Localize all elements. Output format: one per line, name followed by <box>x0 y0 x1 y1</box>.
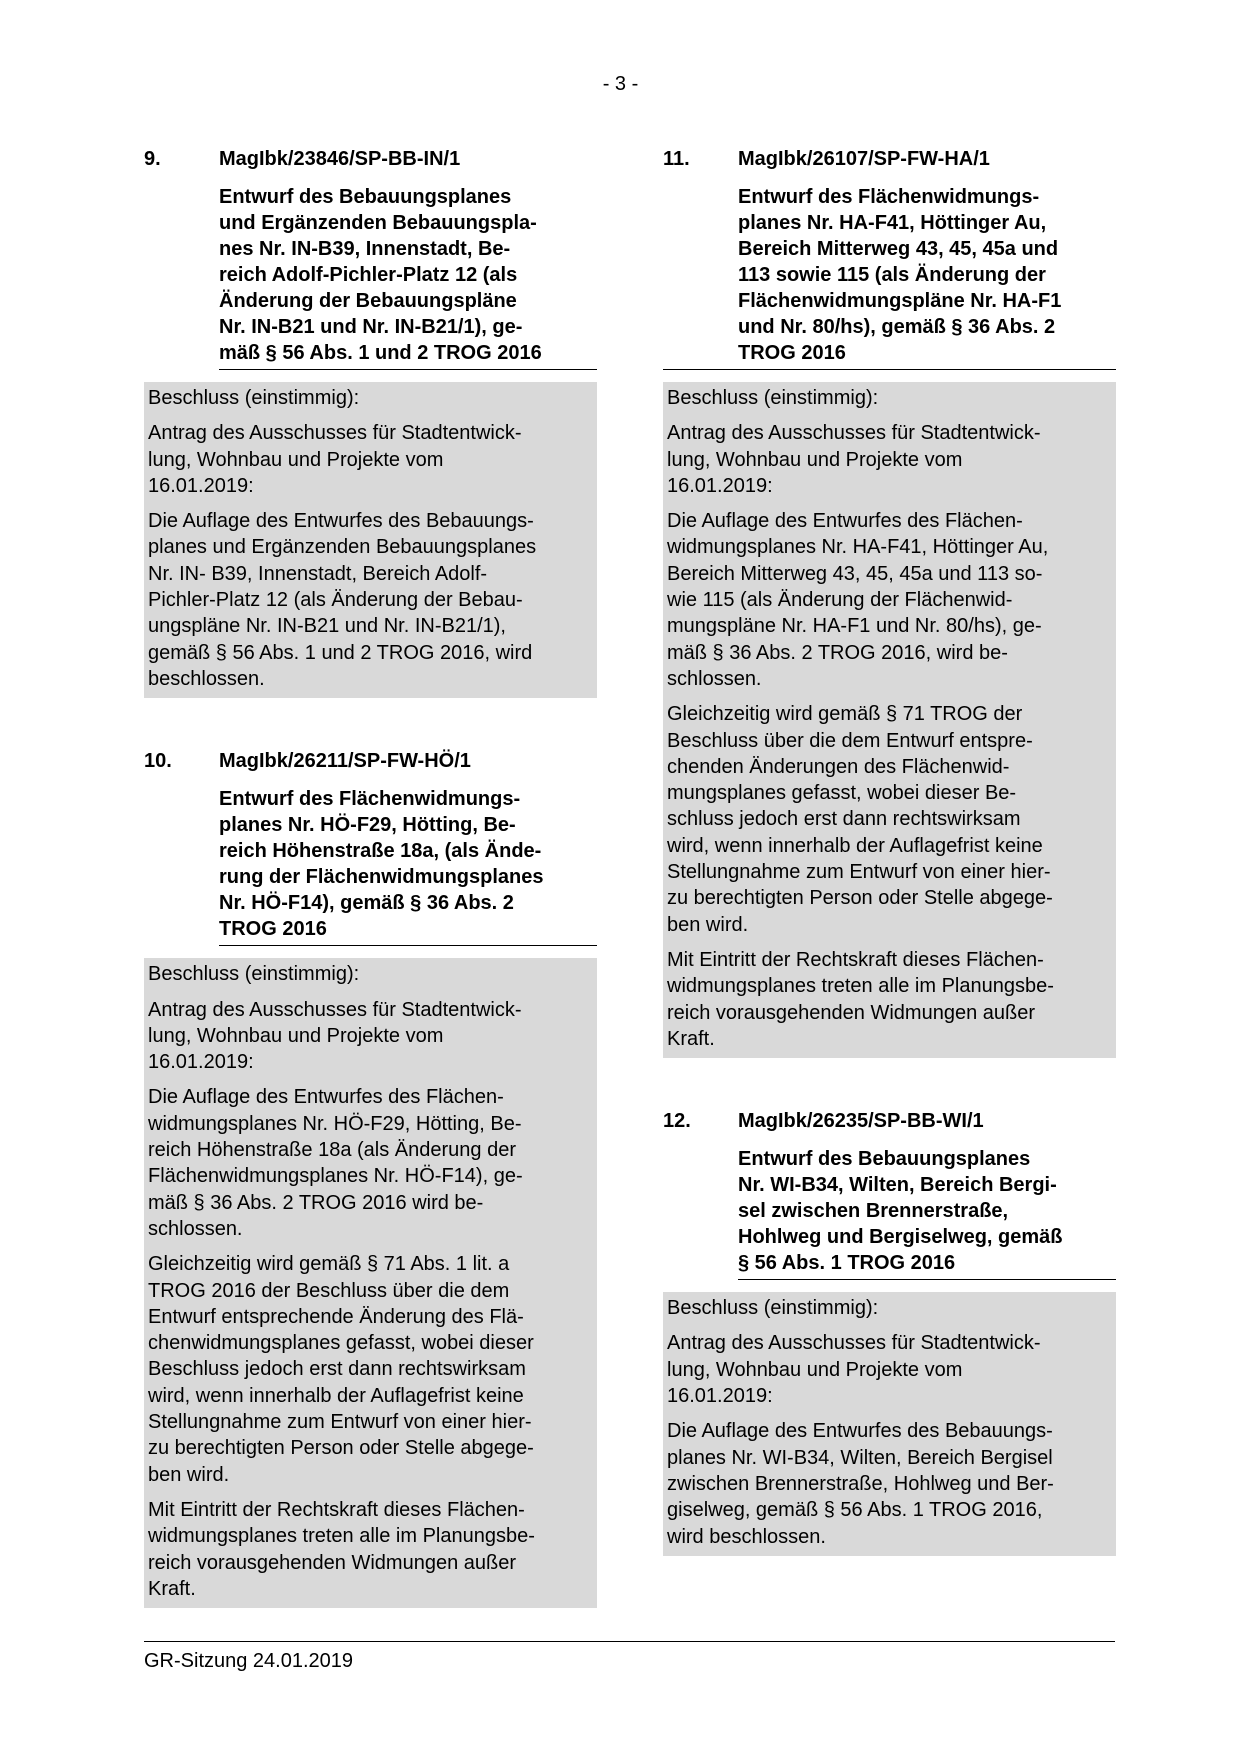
decision-line: zwischen Brennerstraße, Hohlweg und Ber- <box>667 1472 1054 1495</box>
item-title <box>219 786 597 946</box>
item-title-line: und Ergänzenden Bebauungspla- <box>219 212 537 234</box>
decision-line: Beschluss über die dem Entwurf entspre- <box>667 729 1033 752</box>
decision-line: Die Auflage des Entwurfes des Flächen- <box>667 510 1023 533</box>
decision-box <box>663 382 1116 1058</box>
decision-line: Beschluss (einstimmig): <box>667 387 879 409</box>
decision-line: widmungsplanes Nr. HA-F41, Höttinger Au, <box>667 536 1049 559</box>
decision-line: Beschluss (einstimmig): <box>148 387 360 409</box>
decision-paragraph <box>148 997 593 1076</box>
decision-line: Pichler-Platz 12 (als Änderung der Bebau- <box>148 589 523 612</box>
decision-line: Nr. IN- B39, Innenstadt, Bereich Adolf- <box>148 562 488 585</box>
item-title-line: Entwurf des Flächenwidmungs- <box>219 788 521 811</box>
decision-line: Kraft. <box>667 1027 715 1050</box>
decision-paragraph <box>148 1251 593 1488</box>
decision-line: reich vorausgehenden Widmungen außer <box>148 1551 516 1574</box>
item-reference: MagIbk/26235/SP-BB-WI/1 <box>738 1110 984 1133</box>
item-heading <box>144 146 597 172</box>
decision-line: widmungsplanes Nr. HÖ-F29, Hötting, Be- <box>148 1112 522 1135</box>
item-title-line: planes Nr. HA-F41, Höttinger Au, <box>738 212 1047 234</box>
item-title-line: sel zwischen Brennerstraße, <box>738 1200 1009 1223</box>
decision-line: reich vorausgehenden Widmungen außer <box>667 1001 1035 1024</box>
footer-text: GR-Sitzung 24.01.2019 <box>144 1650 354 1672</box>
decision-paragraph <box>667 947 1112 1052</box>
decision-line: schlossen. <box>667 667 762 690</box>
agenda-item <box>144 748 597 1608</box>
right-column <box>663 146 1116 1556</box>
decision-label <box>148 385 593 411</box>
decision-line: zu berechtigten Person oder Stelle abgege- <box>667 887 1053 910</box>
decision-line: Mit Eintritt der Rechtskraft dieses Flächen- <box>148 1498 525 1521</box>
decision-line: lung, Wohnbau und Projekte vom <box>148 448 444 471</box>
decision-line: Flächenwidmungsplanes Nr. HÖ-F14), ge- <box>148 1165 523 1188</box>
decision-line: mungsplanes gefasst, wobei dieser Be- <box>667 782 1017 805</box>
decision-box <box>144 382 597 698</box>
footer-rule <box>144 1641 1115 1642</box>
decision-line: beschlossen. <box>148 667 265 690</box>
decision-line: Stellungnahme zum Entwurf von einer hier- <box>148 1411 532 1434</box>
decision-line: wird beschlossen. <box>667 1525 826 1548</box>
item-title-line: Hohlweg und Bergiselweg, gemäß <box>738 1226 1063 1249</box>
decision-line: planes und Ergänzenden Bebauungsplanes <box>148 536 537 559</box>
item-number: 10. <box>144 750 172 773</box>
item-reference: MagIbk/26211/SP-FW-HÖ/1 <box>219 750 471 773</box>
item-title-line: TROG 2016 <box>738 342 846 364</box>
item-title-line: und Nr. 80/hs), gemäß § 36 Abs. 2 <box>738 316 1056 338</box>
decision-paragraph <box>667 1418 1112 1549</box>
item-title-line: Nr. HÖ-F14), gemäß § 36 Abs. 2 <box>219 892 514 915</box>
item-title-line: Flächenwidmungspläne Nr. HA-F1 <box>738 290 1062 312</box>
decision-paragraph <box>667 1330 1112 1409</box>
decision-label <box>667 385 1112 411</box>
agenda-item <box>663 1108 1116 1556</box>
decision-line: Beschluss jedoch erst dann rechtswirksam <box>148 1358 526 1381</box>
decision-line: ben wird. <box>667 913 749 936</box>
decision-paragraph <box>667 420 1112 499</box>
item-title <box>738 1146 1116 1280</box>
decision-line: TROG 2016 der Beschluss über die dem <box>148 1279 510 1302</box>
item-title-line: Nr. WI-B34, Wilten, Bereich Bergi- <box>738 1174 1057 1197</box>
item-reference: MagIbk/26107/SP-FW-HA/1 <box>738 148 990 170</box>
decision-line: Die Auflage des Entwurfes des Bebauungs- <box>148 510 534 533</box>
item-title-line: Entwurf des Bebauungsplanes <box>219 186 512 208</box>
decision-line: 16.01.2019: <box>667 1385 773 1408</box>
decision-line: widmungsplanes treten alle im Planungsbe- <box>667 975 1054 998</box>
decision-line: mungspläne Nr. HA-F1 und Nr. 80/hs), ge- <box>667 615 1042 638</box>
decision-box <box>144 958 597 1608</box>
decision-line: zu berechtigten Person oder Stelle abgege- <box>148 1437 534 1460</box>
page-number: - 3 - <box>602 73 639 95</box>
decision-line: planes Nr. WI-B34, Wilten, Bereich Bergisel <box>667 1446 1053 1469</box>
item-number: 11. <box>663 148 690 170</box>
decision-line: lung, Wohnbau und Projekte vom <box>148 1024 444 1047</box>
decision-line: Stellungnahme zum Entwurf von einer hier- <box>667 861 1051 884</box>
item-number: 12. <box>663 1110 691 1133</box>
item-title-line: Entwurf des Bebauungsplanes <box>738 1148 1031 1171</box>
item-title-line: Nr. IN-B21 und Nr. IN-B21/1), ge- <box>219 316 523 338</box>
item-title-line: TROG 2016 <box>219 918 327 941</box>
item-title <box>219 184 597 370</box>
item-title-line: planes Nr. HÖ-F29, Hötting, Be- <box>219 814 516 837</box>
item-number: 9. <box>144 148 161 170</box>
decision-line: gemäß § 56 Abs. 1 und 2 TROG 2016, wird <box>148 641 533 664</box>
decision-line: Bereich Mitterweg 43, 45, 45a und 113 so- <box>667 562 1043 585</box>
decision-line: widmungsplanes treten alle im Planungsbe- <box>148 1525 535 1548</box>
decision-line: Beschluss (einstimmig): <box>148 963 360 986</box>
agenda-item <box>144 146 597 698</box>
item-title-line: 113 sowie 115 (als Änderung der <box>738 264 1046 286</box>
item-heading <box>144 748 597 774</box>
decision-line: Mit Eintritt der Rechtskraft dieses Flächen- <box>667 948 1044 971</box>
decision-line: mäß § 36 Abs. 2 TROG 2016, wird be- <box>667 641 1008 664</box>
decision-paragraph <box>148 508 593 692</box>
item-title-line: Änderung der Bebauungspläne <box>219 290 517 312</box>
decision-line: Antrag des Ausschusses für Stadtentwick- <box>148 998 522 1021</box>
decision-line: Antrag des Ausschusses für Stadtentwick- <box>667 1332 1041 1355</box>
decision-line: Entwurf entsprechende Änderung des Flä- <box>148 1305 524 1328</box>
decision-paragraph <box>667 508 1112 692</box>
decision-line: Gleichzeitig wird gemäß § 71 Abs. 1 lit. a <box>148 1253 510 1276</box>
decision-line: 16.01.2019: <box>148 474 254 497</box>
item-title-line: Entwurf des Flächenwidmungs- <box>738 186 1040 208</box>
item-title-line: rung der Flächenwidmungsplanes <box>219 866 544 889</box>
decision-line: reich Höhenstraße 18a (als Änderung der <box>148 1139 516 1162</box>
decision-line: wird, wenn innerhalb der Auflagefrist keine <box>148 1384 524 1407</box>
item-heading <box>663 146 1116 172</box>
decision-label <box>148 961 593 987</box>
decision-paragraph <box>148 1084 593 1242</box>
item-title-line: nes Nr. IN-B39, Innenstadt, Be- <box>219 238 511 260</box>
decision-line: wird, wenn innerhalb der Auflagefrist keine <box>667 834 1043 857</box>
decision-line: lung, Wohnbau und Projekte vom <box>667 1358 963 1381</box>
decision-line: chenwidmungsplanes gefasst, wobei dieser <box>148 1332 534 1355</box>
item-title-line: Bereich Mitterweg 43, 45, 45a und <box>738 238 1059 260</box>
decision-line: giselweg, gemäß § 56 Abs. 1 TROG 2016, <box>667 1499 1043 1522</box>
decision-line: wie 115 (als Änderung der Flächenwid- <box>667 589 1013 612</box>
item-title-line: reich Höhenstraße 18a, (als Ände- <box>219 840 542 863</box>
item-title <box>663 184 1116 370</box>
left-column <box>144 146 597 1608</box>
item-title-line: § 56 Abs. 1 TROG 2016 <box>738 1252 956 1275</box>
decision-line: schluss jedoch erst dann rechtswirksam <box>667 808 1021 831</box>
decision-paragraph <box>148 420 593 499</box>
decision-line: Kraft. <box>148 1577 196 1600</box>
decision-paragraph <box>667 701 1112 938</box>
decision-line: ben wird. <box>148 1463 230 1486</box>
decision-line: Beschluss (einstimmig): <box>667 1297 879 1320</box>
item-title-line: reich Adolf-Pichler-Platz 12 (als <box>219 264 518 286</box>
decision-line: lung, Wohnbau und Projekte vom <box>667 448 963 471</box>
decision-line: Gleichzeitig wird gemäß § 71 TROG der <box>667 703 1023 726</box>
decision-box <box>663 1292 1116 1556</box>
item-title-line: mäß § 56 Abs. 1 und 2 TROG 2016 <box>219 342 542 364</box>
decision-line: 16.01.2019: <box>667 474 773 497</box>
item-heading <box>663 1108 1116 1134</box>
decision-line: mäß § 36 Abs. 2 TROG 2016 wird be- <box>148 1191 484 1214</box>
decision-line: ungspläne Nr. IN-B21 und Nr. IN-B21/1), <box>148 615 506 638</box>
decision-line: Die Auflage des Entwurfes des Bebauungs- <box>667 1420 1053 1443</box>
decision-line: 16.01.2019: <box>148 1051 254 1074</box>
decision-line: Die Auflage des Entwurfes des Flächen- <box>148 1086 504 1109</box>
decision-line: schlossen. <box>148 1217 243 1240</box>
agenda-item <box>663 146 1116 1058</box>
decision-label <box>667 1295 1112 1321</box>
decision-line: Antrag des Ausschusses für Stadtentwick- <box>148 422 522 445</box>
decision-line: Antrag des Ausschusses für Stadtentwick- <box>667 422 1041 445</box>
item-reference: MagIbk/23846/SP-BB-IN/1 <box>219 148 461 170</box>
decision-line: chenden Änderungen des Flächenwid- <box>667 755 1010 778</box>
decision-paragraph <box>148 1497 593 1602</box>
